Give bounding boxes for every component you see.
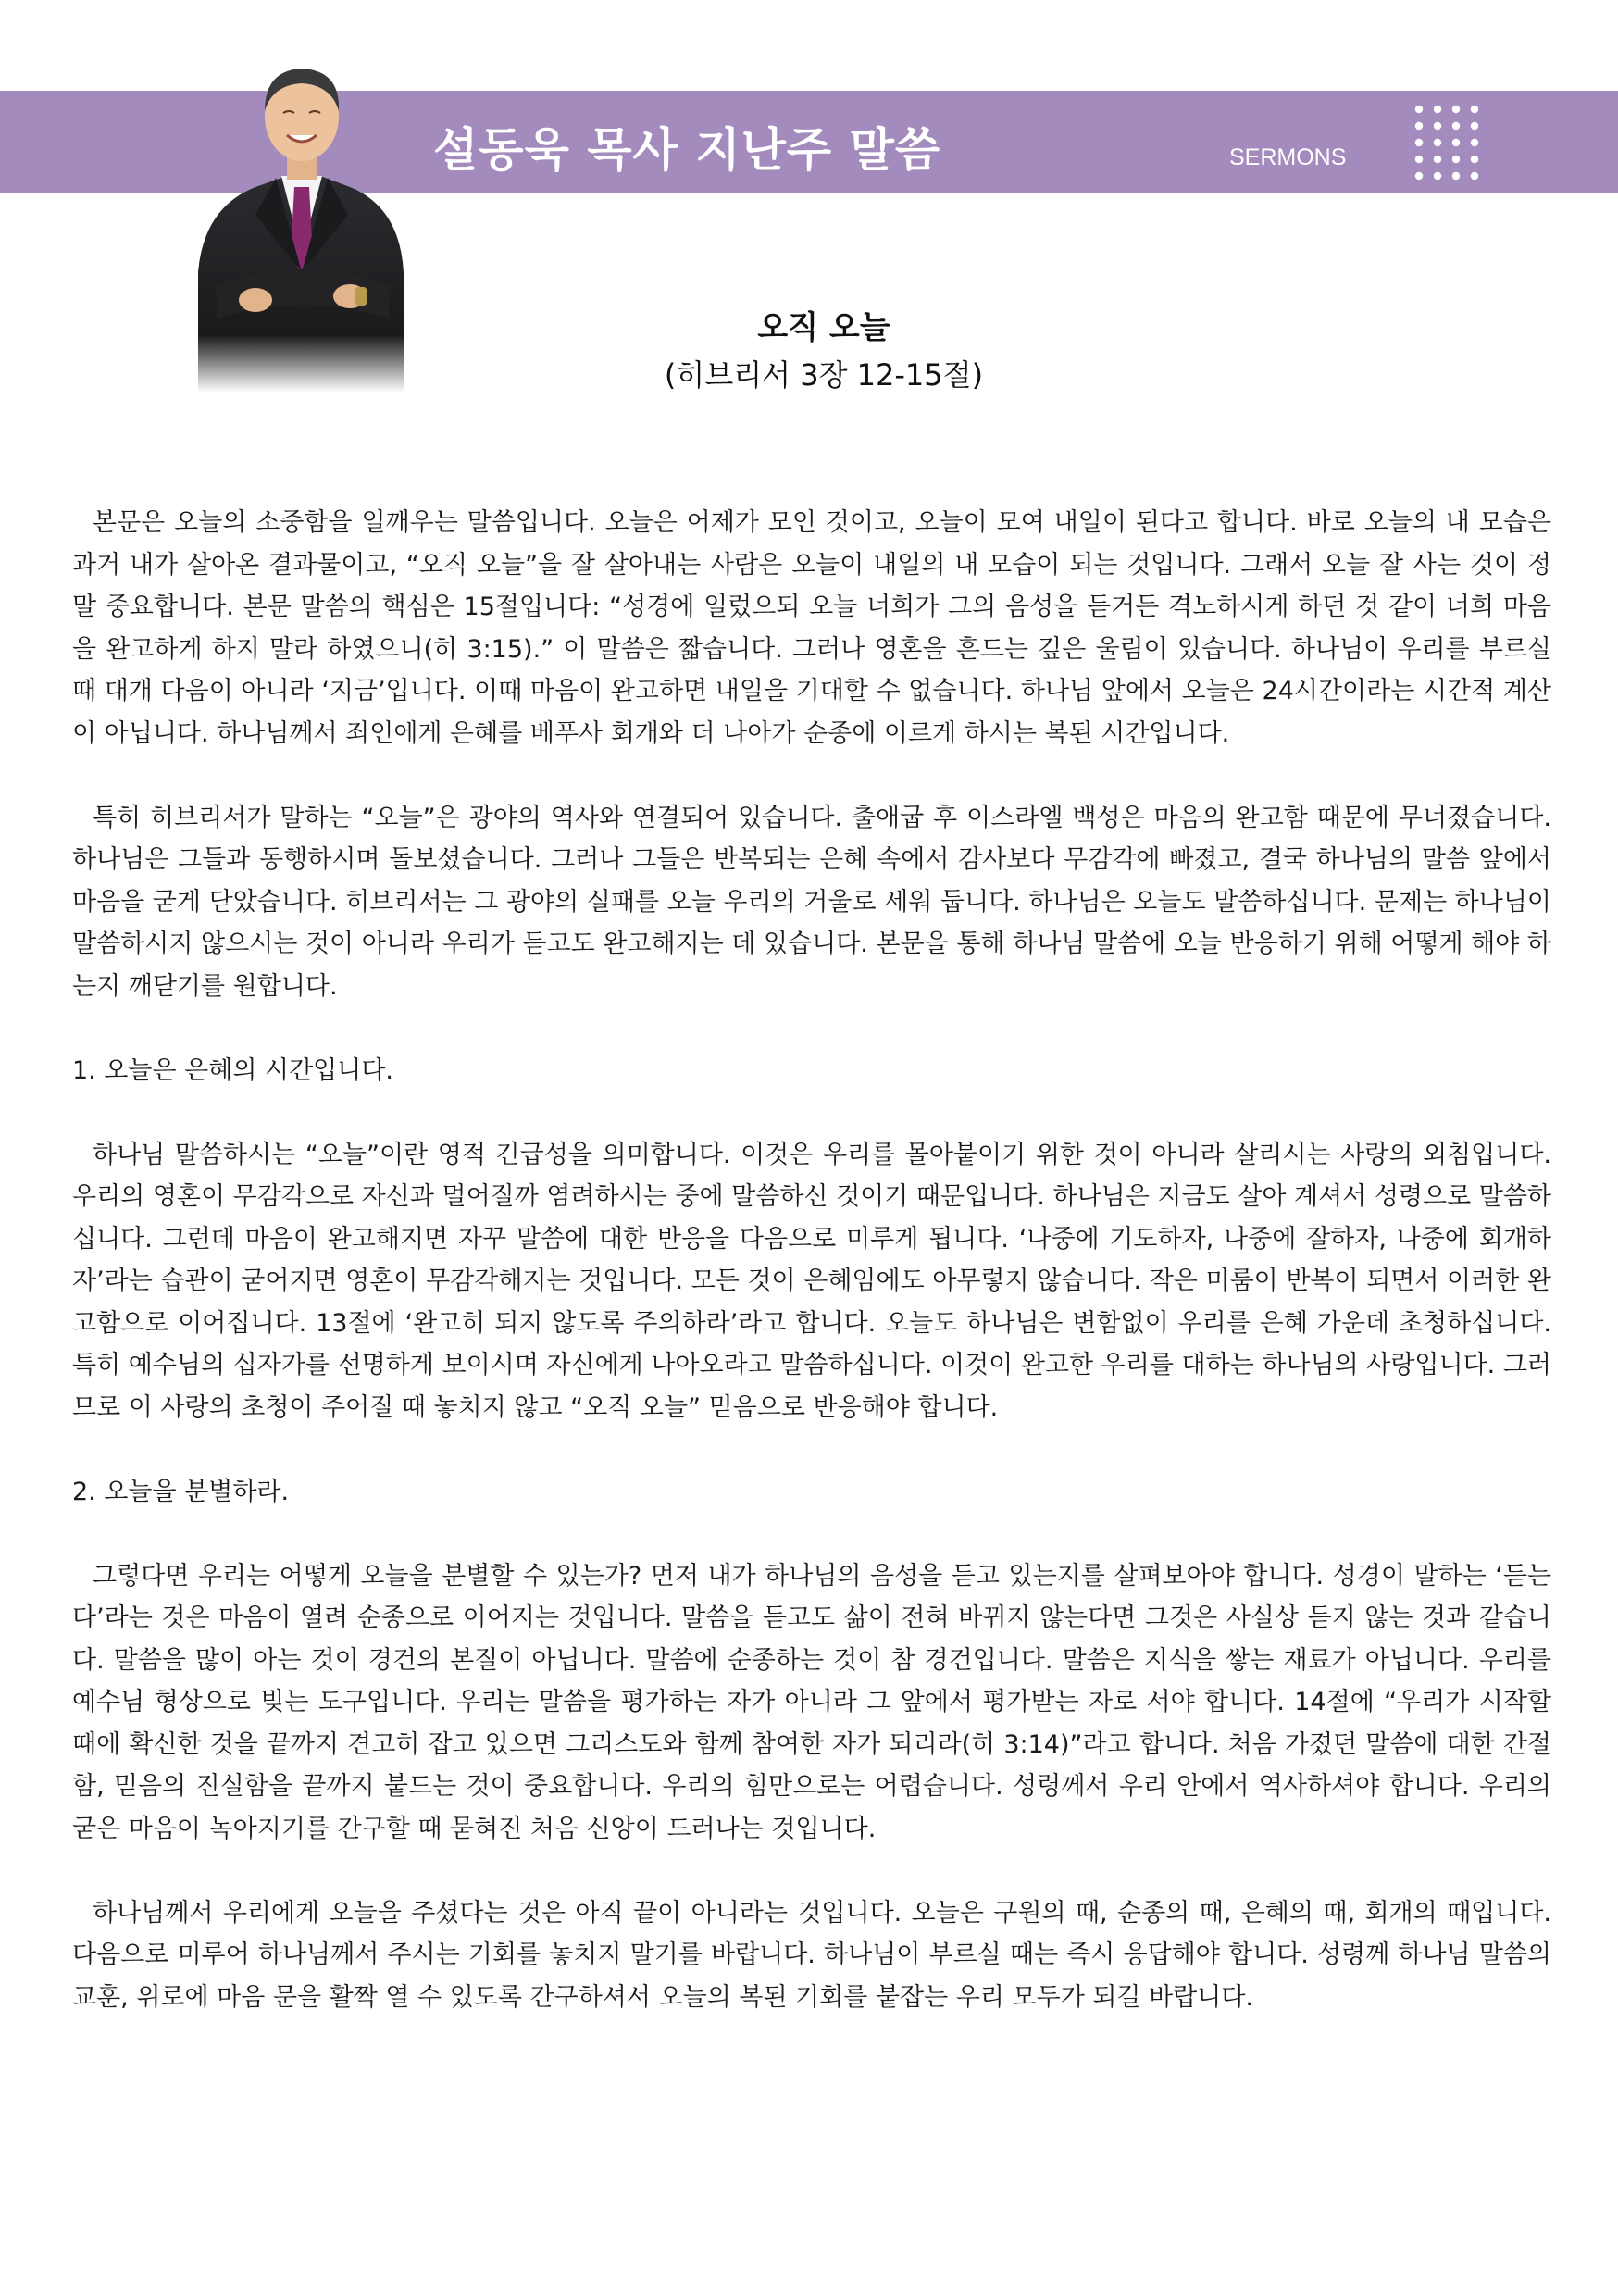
banner-title: 설동욱 목사 지난주 말씀	[433, 123, 941, 177]
section-heading-2: 2. 오늘을 분별하라.	[72, 1477, 290, 1506]
sermon-title: 오직 오늘	[757, 309, 890, 346]
dot-grid-icon	[1411, 102, 1483, 185]
paragraph-wilderness: 특히 히브리서가 말하는 “오늘”은 광야의 역사와 연결되어 있습니다. 출애굽 후 이스라엘 백성은 마음의 완고함 때문에 무너졌습니다. 하나님은 그들과 동행하시며 돌보셨습니다. 그러나 그들은 반복되는 은혜 속에서 감사보다 무감각에 빠졌고, 결국 하나님의 말씀 앞에서 마음을 굳게 닫았습니다. 히브리서는 그 광야의 실패를 오늘 우리의 거울로 세워 둡니다. 하나님은 오늘도 말씀하십니다. 문제는 하나님이 말씀하시지 않으시는 것이 아니라 우리가 듣고도 완고해지는 데 있습니다. 본문을 통해 하나님 말씀에 오늘 반응하기 위해 어떻게 해야 하는지 깨닫기를 원합니다.	[72, 803, 1551, 1001]
paragraph-intro: 본문은 오늘의 소중함을 일깨우는 말씀입니다. 오늘은 어제가 모인 것이고, 오늘이 모여 내일이 된다고 합니다. 바로 오늘의 내 모습은 과거 내가 살아온 결과물이고, “오직 오늘”을 잘 살아내는 사람은 오늘이 내일의 내 모습이 되는 것입니다. 그래서 오늘 잘 사는 것이 정말 중요합니다. 본문 말씀의 핵심은 15절입니다: “성경에 일렀으되 오늘 너희가 그의 음성을 듣거든 격노하시게 하던 것 같이 너희 마음을 완고하게 하지 말라 하였으니(히 3:15).” 이 말씀은 짧습니다. 그러나 영혼을 흔드는 깊은 울림이 있습니다. 하나님이 우리를 부르실 때 대개 다음이 아니라 ‘지금’입니다. 이때 마음이 완고하면 내일을 기대할 수 없습니다. 하나님 앞에서 오늘은 24시간이라는 시간적 계산이 아닙니다. 하나님께서 죄인에게 은혜를 베푸사 회개와 더 나아가 순종에 이르게 하시는 복된 시간입니다.	[72, 508, 1551, 748]
scripture-reference: (히브리서 3장 12-15절)	[664, 357, 984, 393]
paragraph-grace: 하나님 말씀하시는 “오늘”이란 영적 긴급성을 의미합니다. 이것은 우리를 몰아붙이기 위한 것이 아니라 살리시는 사랑의 외침입니다. 우리의 영혼이 무감각으로 자신과 멀어질까 염려하시는 중에 말씀하신 것이기 때문입니다. 하나님은 지금도 살아 계셔서 성령으로 말씀하십니다. 그런데 마음이 완고해지면 자꾸 말씀에 대한 반응을 다음으로 미루게 됩니다. ‘나중에 기도하자, 나중에 잘하자, 나중에 회개하자’라는 습관이 굳어지면 영혼이 무감각해지는 것입니다. 모든 것이 은혜임에도 아무렇지 않습니다. 작은 미룸이 반복이 되면서 이러한 완고함으로 이어집니다. 13절에 ‘완고히 되지 않도록 주의하라’라고 합니다. 오늘도 하나님은 변함없이 우리를 은혜 가운데 초청하십니다. 특히 예수님의 십자가를 선명하게 보이시며 자신에게 나아오라고 말씀하십니다. 이것이 완고한 우리를 대하는 하나님의 사랑입니다. 그러므로 이 사랑의 초청이 주어질 때 놓치지 않고 “오직 오늘” 믿음으로 반응해야 합니다.	[72, 1140, 1551, 1422]
paragraph-conclusion: 하나님께서 우리에게 오늘을 주셨다는 것은 아직 끝이 아니라는 것입니다. 오늘은 구원의 때, 순종의 때, 은혜의 때, 회개의 때입니다. 다음으로 미루어 하나님께서 주시는 기회를 놓치지 말기를 바랍니다. 하나님이 부르실 때는 즉시 응답해야 합니다. 성령께 하나님 말씀의 교훈, 위로에 마음 문을 활짝 열 수 있도록 간구하셔서 오늘의 복된 기회를 붙잡는 우리 모두가 되길 바랍니다.	[72, 1898, 1551, 2012]
sermon-body	[72, 502, 1551, 2018]
pastor-portrait	[191, 57, 409, 393]
section-heading-1: 1. 오늘은 은혜의 시간입니다.	[72, 1055, 393, 1085]
paragraph-discern: 그렇다면 우리는 어떻게 오늘을 분별할 수 있는가? 먼저 내가 하나님의 음성을 듣고 있는지를 살펴보아야 합니다. 성경이 말하는 ‘듣는다’라는 것은 마음이 열려 순종으로 이어지는 것입니다. 말씀을 듣고도 삶이 전혀 바뀌지 않는다면 그것은 사실상 듣지 않는 것과 같습니다. 말씀을 많이 아는 것이 경건의 본질이 아닙니다. 말씀에 순종하는 것이 참 경건입니다. 말씀은 지식을 쌓는 재료가 아닙니다. 우리를 예수님 형상으로 빚는 도구입니다. 우리는 말씀을 평가하는 자가 아니라 그 앞에서 평가받는 자로 서야 합니다. 14절에 “우리가 시작할 때에 확신한 것을 끝까지 견고히 잡고 있으면 그리스도와 함께 참여한 자가 되리라(히 3:14)”라고 합니다. 처음 가졌던 말씀에 대한 간절함, 믿음의 진실함을 끝까지 붙드는 것이 중요합니다. 우리의 힘만으로는 어렵습니다. 성령께서 우리 안에서 역사하셔야 합니다. 우리의 굳은 마음이 녹아지기를 간구할 때 묻혀진 처음 신앙이 드러나는 것입니다.	[72, 1561, 1551, 1843]
section-label: SERMONS	[1229, 144, 1347, 170]
